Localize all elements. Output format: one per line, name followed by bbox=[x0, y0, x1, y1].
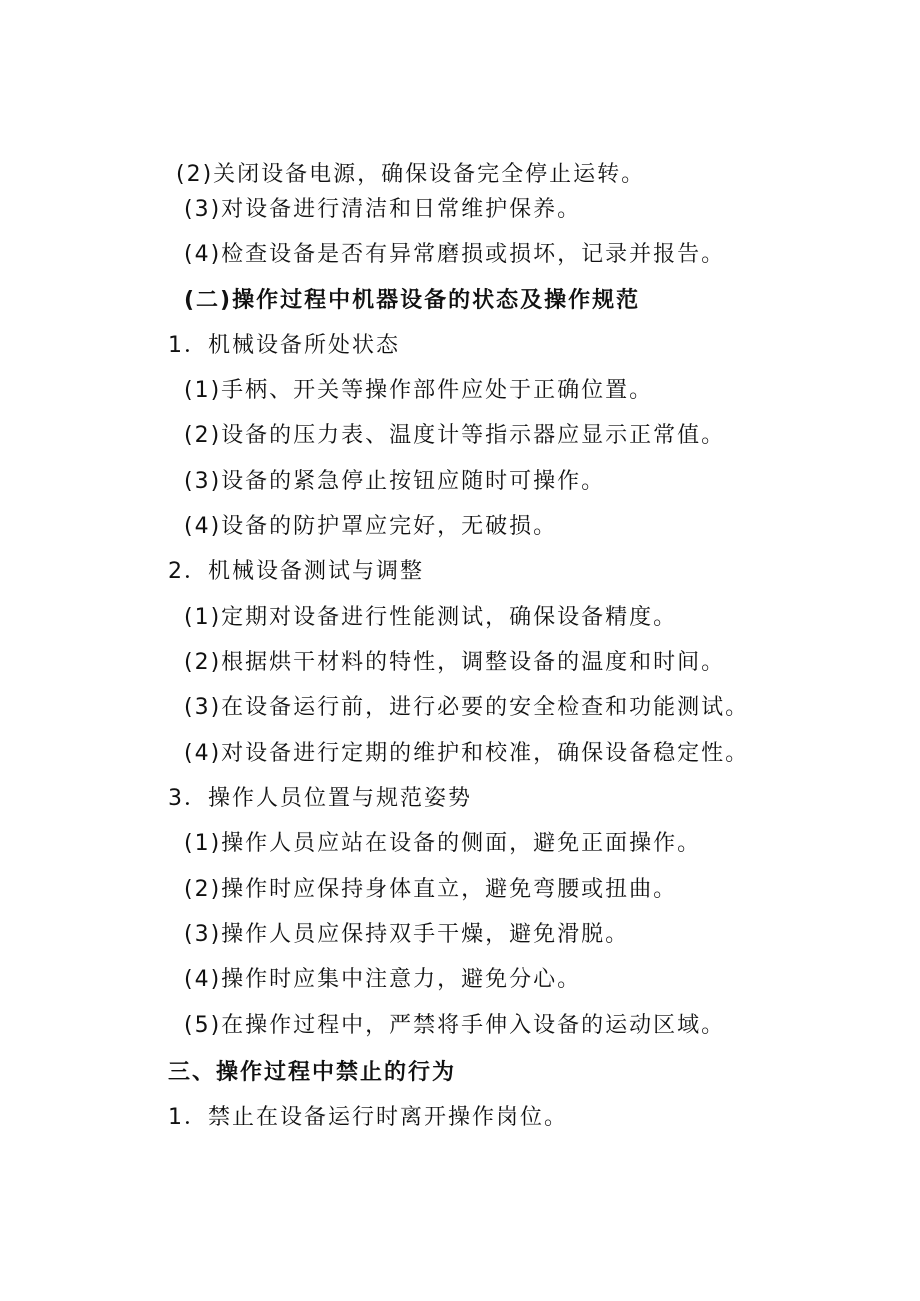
list-item: (3)在设备运行前，进行必要的安全检查和功能测试。 bbox=[184, 695, 750, 720]
list-item: (2)关闭设备电源，确保设备完全停止运转。 bbox=[176, 162, 646, 187]
section-heading: (二)操作过程中机器设备的状态及操作规范 bbox=[184, 288, 641, 313]
list-item: (1)定期对设备进行性能测试，确保设备精度。 bbox=[184, 605, 678, 630]
list-item: (2)设备的压力表、温度计等指示器应显示正常值。 bbox=[184, 423, 726, 448]
list-item: (3)设备的紧急停止按钮应随时可操作。 bbox=[184, 469, 606, 494]
subsection-heading: 1．机械设备所处状态 bbox=[168, 333, 400, 358]
list-item: (1)操作人员应站在设备的侧面，避免正面操作。 bbox=[184, 831, 702, 856]
list-item: (5)在操作过程中，严禁将手伸入设备的运动区域。 bbox=[184, 1013, 726, 1038]
list-item: (4)设备的防护罩应完好，无破损。 bbox=[184, 514, 558, 539]
subsection-heading: 2．机械设备测试与调整 bbox=[168, 559, 424, 584]
list-item: (4)检查设备是否有异常磨损或损坏，记录并报告。 bbox=[184, 242, 726, 267]
list-item: (4)对设备进行定期的维护和校准，确保设备稳定性。 bbox=[184, 741, 750, 766]
section-heading: 三、操作过程中禁止的行为 bbox=[168, 1060, 457, 1085]
list-item: (4)操作时应集中注意力，避免分心。 bbox=[184, 967, 582, 992]
list-item: (2)根据烘干材料的特性，调整设备的温度和时间。 bbox=[184, 650, 726, 675]
list-item: (3)操作人员应保持双手干燥，避免滑脱。 bbox=[184, 922, 630, 947]
subsection-heading: 3．操作人员位置与规范姿势 bbox=[168, 786, 472, 811]
list-item: (2)操作时应保持身体直立，避免弯腰或扭曲。 bbox=[184, 877, 678, 902]
list-item: (3)对设备进行清洁和日常维护保养。 bbox=[184, 197, 582, 222]
list-item: 1．禁止在设备运行时离开操作岗位。 bbox=[168, 1105, 568, 1130]
list-item: (1)手柄、开关等操作部件应处于正确位置。 bbox=[184, 378, 654, 403]
